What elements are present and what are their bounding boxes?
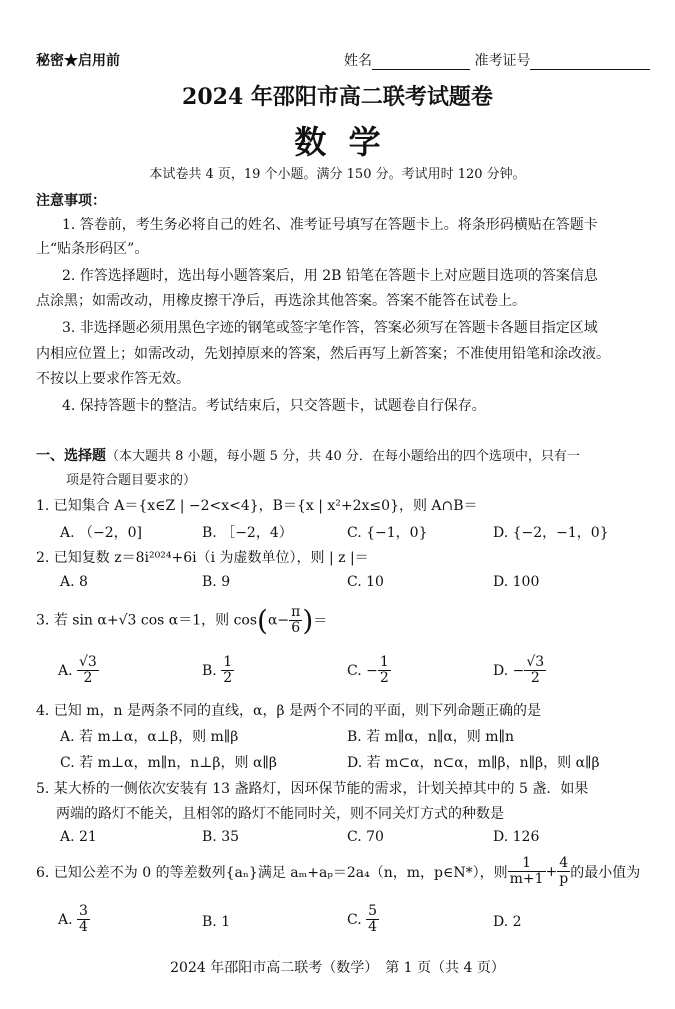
q6-option-c xyxy=(347,904,379,936)
q5-option-d: D. 126 xyxy=(493,829,540,845)
q6-plus: + xyxy=(545,863,558,880)
question-3-stem xyxy=(36,604,327,637)
exam-subtitle: 本试卷共 4 页，19 个小题。满分 150 分。考试用时 120 分钟。 xyxy=(149,167,526,182)
section-desc: （本大题共 8 小题，每小题 5 分，共 40 分．在每小题给出的四个选项中，只有一 xyxy=(106,449,580,464)
note-line: 4. 保持答题卡的整洁。考试结束后，只交答题卡，试题卷自行保存。 xyxy=(62,398,486,414)
q6-stem-text: 6. 已知公差不为 0 的等差数列{aₙ}满足 aₘ+aₚ＝2a₄（n，m，p∈N*），则 xyxy=(36,864,508,881)
q6-f2-den: p xyxy=(559,871,569,888)
question-1-stem: 1. 已知集合 A＝{x∈Z | −2<x<4}，B＝{x | x²+2x≤0}，则 A∩B＝ xyxy=(36,498,478,514)
section-desc-2: 项是符合题目要求的） xyxy=(66,473,197,488)
id-blank xyxy=(530,55,650,70)
q6-fraction-1 xyxy=(508,856,546,888)
name-label: 姓名 xyxy=(344,53,372,69)
confidential-label: 秘密★启用前 xyxy=(36,53,120,69)
q3-paren-left: ( xyxy=(257,604,268,637)
q3-pi: π xyxy=(291,603,301,620)
q5-option-a: A. 21 xyxy=(60,829,97,845)
id-label: 准考证号 xyxy=(474,53,531,69)
q1-option-b: B. ［−2，4） xyxy=(202,525,293,541)
subject-title: 数 学 xyxy=(294,123,381,161)
notes-heading: 注意事项： xyxy=(36,193,106,209)
q3-b-num: 1 xyxy=(223,654,233,670)
q3-d-label: D. − xyxy=(493,662,525,679)
name-field xyxy=(344,50,650,70)
note-line: 内相应位置上；如需改动，先划掉原来的答案，然后再写上新答案；不准使用铅笔和涂改液。 xyxy=(36,346,610,362)
q6-option-b: B. 1 xyxy=(202,914,231,930)
q6-a-num: 3 xyxy=(79,903,88,919)
q6-f1-den: m+1 xyxy=(509,871,544,888)
q3-option-b xyxy=(202,655,234,687)
note-line: 上“贴条形码区”。 xyxy=(36,241,149,257)
q1-option-c: C. {−1，0} xyxy=(347,525,428,541)
q5-option-b: B. 35 xyxy=(202,829,240,845)
q5-option-c: C. 70 xyxy=(347,829,384,845)
q2-option-c: C. 10 xyxy=(347,574,384,590)
q1-option-d: D. {−2，−1，0} xyxy=(493,525,609,541)
q6-stem-end: 的最小值为 xyxy=(570,864,641,881)
question-2-stem: 2. 已知复数 z＝8i²⁰²⁴+6i（i 为虚数单位），则 | z |＝ xyxy=(36,550,369,566)
q3-c-den: 2 xyxy=(379,670,389,687)
question-4-stem: 4. 已知 m，n 是两条不同的直线，α，β 是两个不同的平面，则下列命题正确的是 xyxy=(36,703,541,719)
q3-option-d xyxy=(493,655,546,687)
q6-c-label: C. xyxy=(347,911,362,928)
q6-a-den: 4 xyxy=(79,919,88,936)
note-line: 点涂黑；如需改动，用橡皮擦干净后，再选涂其他答案。答案不能答在试卷上。 xyxy=(36,293,526,309)
q3-a-den: 2 xyxy=(83,670,93,687)
note-line: 不按以上要求作答无效。 xyxy=(36,371,190,387)
q6-fraction-2 xyxy=(557,856,570,888)
q3-d-num: √3 xyxy=(526,654,545,670)
exam-title: 2024 年邵阳市高二联考试题卷 xyxy=(182,84,493,110)
q6-f2-num: 4 xyxy=(557,856,570,872)
note-line: 2. 作答选择题时，选出每小题答案后，用 2B 铅笔在答题卡上对应题目选项的答案信息 xyxy=(62,268,598,284)
question-5-stem: 5. 某大桥的一侧依次安装有 13 盏路灯，因环保节能的需求，计划关掉其中的 5 盏．如果 xyxy=(36,781,589,797)
q3-option-c xyxy=(347,655,391,687)
q2-option-a: A. 8 xyxy=(60,574,88,590)
section-title: 一、选择题 xyxy=(36,448,106,464)
q3-paren-right: ) xyxy=(302,604,314,637)
q4-option-a: A. 若 m⊥α，α⊥β，则 m∥β xyxy=(60,729,239,745)
question-5-stem-2: 两端的路灯不能关，且相邻的路灯不能同时关，则不同关灯方式的种数是 xyxy=(56,806,504,822)
q3-option-a xyxy=(58,655,99,687)
q3-six: 6 xyxy=(291,620,301,636)
q3-c-num: 1 xyxy=(379,654,389,670)
q1-option-a: A. （−2，0] xyxy=(60,525,143,541)
q4-option-b: B. 若 m∥α，n∥α，则 m∥n xyxy=(347,729,514,745)
q2-option-d: D. 100 xyxy=(493,574,540,590)
name-blank xyxy=(372,55,470,70)
q3-stem-text: 3. 若 sin α+√3 cos α＝1，则 cos xyxy=(36,612,258,629)
q6-option-d: D. 2 xyxy=(493,914,522,930)
q6-c-num: 5 xyxy=(368,903,378,919)
q6-a-label: A. xyxy=(58,911,73,928)
note-line: 3. 非选择题必须用黑色字迹的钢笔或签字笔作答，答案必须写在答题卡各题目指定区域 xyxy=(62,320,598,336)
q3-pi-fraction xyxy=(289,605,302,637)
q6-option-a xyxy=(58,904,90,936)
q3-b-den: 2 xyxy=(223,670,233,687)
q2-option-b: B. 9 xyxy=(202,574,231,590)
q3-a-label: A. xyxy=(58,662,73,679)
q3-c-label: C. − xyxy=(347,662,378,679)
q6-c-den: 4 xyxy=(368,919,378,936)
q3-d-den: 2 xyxy=(530,670,540,687)
q4-option-d: D. 若 m⊂α，n⊂α，m∥β，n∥β，则 α∥β xyxy=(347,755,600,771)
note-line: 1. 答卷前，考生务必将自己的姓名、准考证号填写在答题卡上。将条形码横贴在答题卡 xyxy=(62,217,598,233)
question-6-stem xyxy=(36,856,640,888)
q3-b-label: B. xyxy=(202,662,217,679)
q4-option-c: C. 若 m⊥α，m∥n，n⊥β，则 α∥β xyxy=(60,755,277,771)
q6-f1-num: 1 xyxy=(508,856,546,872)
section-header xyxy=(36,445,580,465)
page-footer: 2024 年邵阳市高二联考（数学） 第 1 页（共 4 页） xyxy=(170,960,505,976)
q3-equals: ＝ xyxy=(313,613,328,630)
q3-stem-alpha: α− xyxy=(267,612,290,629)
q3-a-num: √3 xyxy=(79,654,97,670)
